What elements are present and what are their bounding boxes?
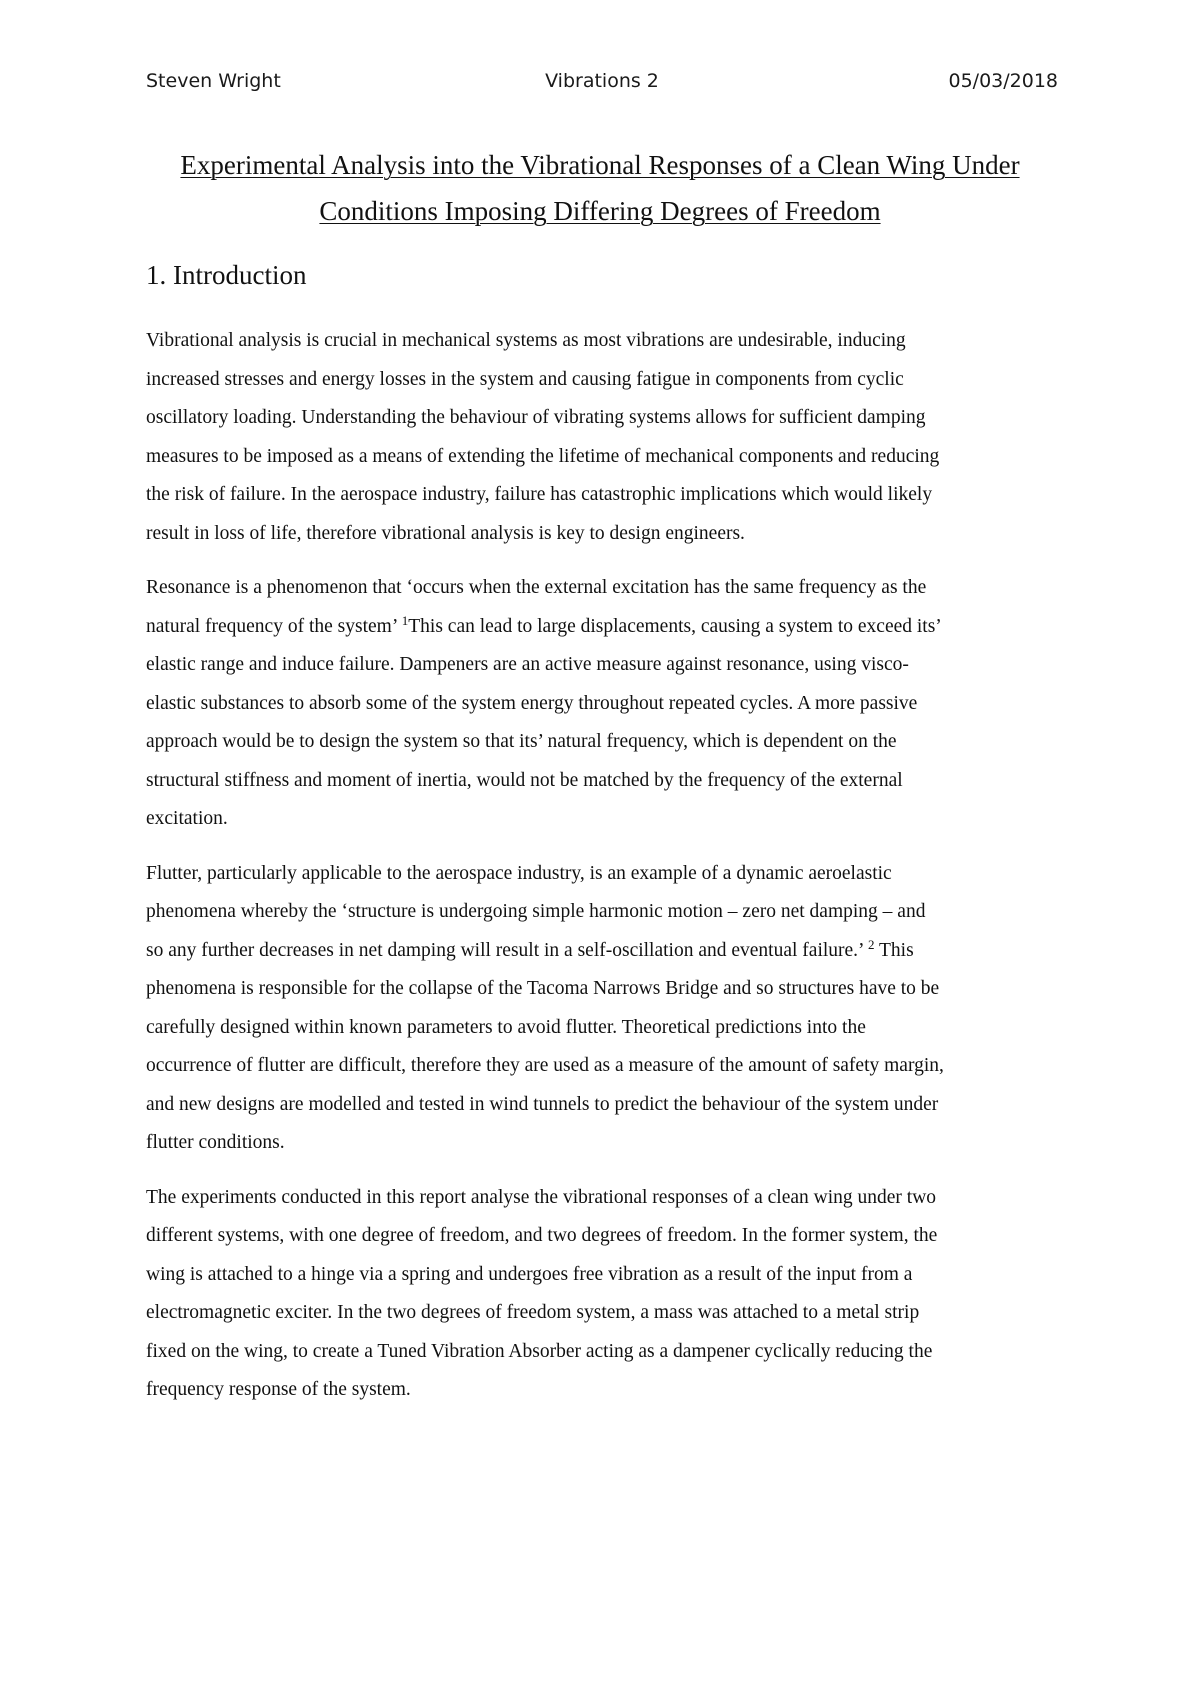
- header-module: Vibrations 2: [545, 70, 659, 92]
- paragraph-text: This: [874, 939, 914, 961]
- paragraph-4: [146, 1179, 1066, 1410]
- paragraph-text: so any further decreases in net damping will result in a self-oscillation and eventual failure.’: [146, 939, 868, 961]
- header-author: Steven Wright: [146, 70, 281, 92]
- paragraph-line: phenomena is responsible for the collapse of the Tacoma Narrows Bridge and so structures have to be: [146, 978, 940, 999]
- header-date: 05/03/2018: [948, 70, 1058, 92]
- paragraph-line: approach would be to design the system so that its’ natural frequency, which is dependent on the: [146, 731, 897, 752]
- footnote-ref-1: 1: [401, 612, 409, 628]
- section-heading-introduction: 1. Introduction: [146, 260, 307, 290]
- paragraph-line: different systems, with one degree of freedom, and two degrees of freedom. In the former system, the: [146, 1225, 938, 1246]
- paragraph-line: occurrence of flutter are difficult, therefore they are used as a measure of the amount of safety margin,: [146, 1055, 944, 1076]
- paragraph-line: increased stresses and energy losses in the system and causing fatigue in components from cyclic: [146, 368, 904, 390]
- paragraph-line: measures to be imposed as a means of extending the lifetime of mechanical components and reducing: [146, 445, 940, 467]
- page-header: [146, 70, 1058, 100]
- paragraph-line: electromagnetic exciter. In the two degrees of freedom system, a mass was attached to a metal strip: [146, 1302, 920, 1323]
- paragraph-line: and new designs are modelled and tested in wind tunnels to predict the behaviour of the system under: [146, 1093, 939, 1115]
- title-line-2: Conditions Imposing Differing Degrees of Freedom: [319, 196, 881, 226]
- paragraph-line: structural stiffness and moment of inertia, would not be matched by the frequency of the external: [146, 769, 903, 791]
- paragraph-line: fixed on the wing, to create a Tuned Vibration Absorber acting as a dampener cyclically reducing the: [146, 1340, 933, 1362]
- document-body: [146, 322, 1066, 1426]
- paragraph-line: oscillatory loading. Understanding the behaviour of vibrating systems allows for sufficient damping: [146, 407, 926, 428]
- paragraph-line: the risk of failure. In the aerospace industry, failure has catastrophic implications which would likely: [146, 484, 933, 505]
- paragraph-line: wing is attached to a hinge via a spring and undergoes free vibration as a result of the input from a: [146, 1263, 913, 1285]
- paragraph-line: elastic substances to absorb some of the system energy throughout repeated cycles. A more passive: [146, 692, 918, 714]
- paragraph-line: [146, 608, 1066, 647]
- paragraph-line: frequency response of the system.: [146, 1379, 411, 1400]
- paragraph-line: excitation.: [146, 808, 228, 829]
- paragraph-line: The experiments conducted in this report analyse the vibrational responses of a clean wing under two: [146, 1186, 937, 1208]
- paragraph-line: [146, 932, 1066, 971]
- paragraph-2: [146, 569, 1066, 839]
- paragraph-3: [146, 855, 1066, 1163]
- paragraph-line: elastic range and induce failure. Dampeners are an active measure against resonance, using visco-: [146, 654, 909, 675]
- title-line-1: Experimental Analysis into the Vibrational Responses of a Clean Wing Under: [180, 150, 1020, 180]
- paragraph-line: Resonance is a phenomenon that ‘occurs when the external excitation has the same frequency as the: [146, 577, 927, 598]
- paragraph-line: result in loss of life, therefore vibrational analysis is key to design engineers.: [146, 522, 745, 544]
- footnote-ref-2: 2: [867, 936, 875, 952]
- paragraph-text: This can lead to large displacements, causing a system to exceed its’: [408, 615, 942, 637]
- paragraph-line: Flutter, particularly applicable to the aerospace industry, is an example of a dynamic aeroelastic: [146, 862, 892, 884]
- paragraph-1: [146, 322, 1066, 553]
- paragraph-line: carefully designed within known parameters to avoid flutter. Theoretical predictions into the: [146, 1016, 866, 1038]
- paragraph-line: phenomena whereby the ‘structure is undergoing simple harmonic motion – zero net damping – and: [146, 901, 926, 922]
- paragraph-text: natural frequency of the system’: [146, 615, 402, 637]
- paragraph-line: flutter conditions.: [146, 1132, 285, 1153]
- paragraph-line: Vibrational analysis is crucial in mechanical systems as most vibrations are undesirable, inducing: [146, 330, 906, 351]
- document-title: [130, 142, 1070, 234]
